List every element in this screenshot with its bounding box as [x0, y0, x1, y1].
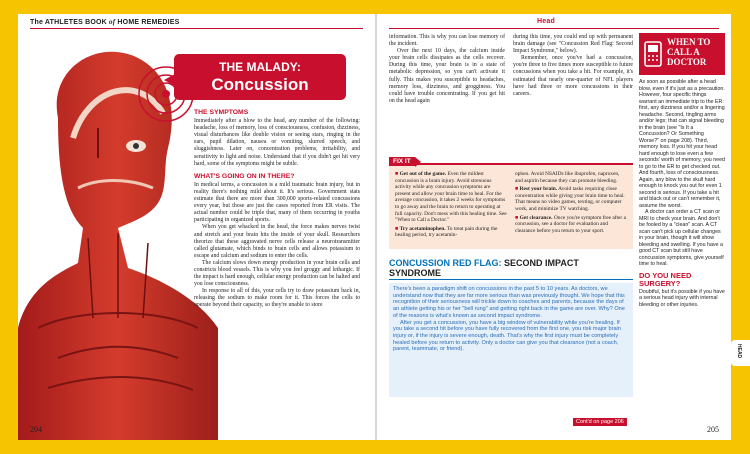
head-rule-right — [389, 28, 719, 29]
whats-going-heading: WHAT'S GOING ON IN THERE? — [194, 172, 295, 180]
fix-item-bold: Rest your brain. — [519, 186, 558, 193]
right-col2-p2: Remember, once you've had a concussion, you're three to five times more susceptible to future concussions when you take a hit. For example, it's estimated that nearly one-quarter of NFL players have had three or more concussions in their careers. — [513, 55, 633, 97]
fix-item-text: To treat pain during the healing period, try acetamin- — [395, 225, 498, 239]
fix-item — [515, 171, 627, 184]
col2-p2: When you get whacked in the head, the force makes nerves twist and stretch and your brain hits the inside of your skull. Researchers theorize that these aggravated nerve cells release a neurotransmitter called glutamate, which binds to brain cells and allows potassium to escape and calcium and sodium to enter the cells. — [194, 224, 360, 259]
page-number-right: 205 — [707, 425, 719, 434]
malady-title — [174, 54, 346, 100]
surgery-text: Doubtful, but it's possible if you have a serious head injury with internal bleeding or other injuries. — [639, 288, 725, 308]
red-flag-heading-dark: SECOND IMPACT SYNDROME — [389, 258, 579, 278]
side-tab-label: HEAD — [736, 344, 742, 359]
wtc-line2: CALL A — [667, 47, 700, 57]
fix-item — [515, 215, 627, 235]
symptoms-text: Immediately after a blow to the head, any number of the following: headache, loss of memory, loss of consciousness, confusion, dizziness, visual disturbances like double vision or seeing stars, ringing in the ears, pupil dilation, nausea or vomiting, slurred speech, and sluggishness. Later on, concentration problems, irritability, and sensitivity to light and noise. Understand that if you didn't get hit very hard, some of the symptoms might be subtle. — [194, 118, 360, 167]
wtc-line3: DOCTOR — [667, 57, 707, 67]
fix-it-col2 — [515, 171, 627, 236]
wtc-line1: WHEN TO — [667, 37, 711, 47]
fix-item-bold: Get out of the game. — [399, 171, 447, 177]
bullet-icon: ■ — [515, 186, 520, 193]
fix-item-text: Once you're symptom free after a concussion, see a doctor for evaluation and clearance before you return to your sport. — [515, 214, 626, 234]
col2-p4: In response to all of this, your cells try to draw potassium back in, releasing the sodium to make room for it. This forces the cells to operate beyond their capacity, so they're unable to store — [194, 288, 360, 309]
bullet-icon: ■ — [515, 214, 520, 221]
when-to-call-header — [639, 33, 725, 75]
side-tab — [731, 340, 750, 366]
bullet-icon: ■ — [395, 171, 400, 177]
fix-item — [395, 171, 507, 224]
fix-item — [515, 186, 627, 212]
red-flag-heading-colored: CONCUSSION RED FLAG: — [389, 258, 505, 268]
rh-of: of — [109, 18, 116, 26]
symptoms-section — [194, 105, 360, 310]
red-flag-box — [389, 283, 633, 397]
fix-it-label: FIX IT — [389, 157, 415, 166]
red-flag-section — [389, 258, 633, 397]
fix-item — [395, 226, 507, 239]
continued-label: Cont'd on page 206 — [573, 418, 627, 426]
sidebar-text — [639, 79, 725, 268]
red-flag-heading — [389, 258, 633, 280]
col2-p1: In medical terms, a concussion is a mild traumatic brain injury, but in reality there's nothing mild about it. It's serious. Government stats estimate that there are more than 300,000 sports-related concussions every year, but those are just the cases reported from ER visits. The actual number could be triple that, many of them occurring in youths participating in organized sports. — [194, 181, 360, 224]
fix-it-box — [389, 158, 633, 249]
col2-p3: The calcium slows down energy production in your brain cells and constricts blood vessels. This is why you feel groggy and lethargic. If the impact is hard enough, cellular energy production can be halted and you lose consciousness. — [194, 259, 360, 288]
right-page — [377, 14, 731, 440]
right-col2 — [513, 34, 633, 98]
sidebar-p2: A doctor can order a CT scan or MRI to check your brain. And don't be fooled by a "clean" scan. A CT scan can't pick up cellular changes in your brain, though it will show bleeding and swelling. If you have a good CT scan but still have concussion symptoms, give yourself time to heal. — [639, 209, 724, 267]
page-number-left: 204 — [30, 425, 42, 434]
fix-item-text: Avoid tasks requiring close concentration while giving your brain time to heal. That means no video games, texting, or computer work, and minimize TV watching. — [515, 186, 625, 212]
phone-icon — [644, 41, 662, 67]
fix-it-col1 — [395, 171, 507, 241]
when-to-call-sidebar — [639, 33, 725, 431]
left-page — [18, 14, 375, 440]
rh-part1: The ATHLETES BOOK — [30, 19, 110, 26]
right-col1 — [389, 34, 505, 105]
fix-item-text: ophen. Avoid NSAIDs like ibuprofen, naproxen, and aspirin because they can promote bleeding. — [515, 171, 620, 184]
title-line1: THE MALADY: — [219, 60, 301, 74]
right-col1-p1: information. This is why you can lose memory of the incident. — [389, 34, 505, 48]
running-head-right: Head — [537, 18, 555, 25]
running-head-left — [30, 18, 180, 26]
red-flag-p2: After you get a concussion, you have a big window of vulnerability while you're healing. If you take a second hit before you have fully recovered from the first one, you risk major brain injury or, if the injury is severe enough, death. That's why the first injury must be completely healed before you return to activity. Only a doctor can give you that clearance (not a coach, parent, teammate, or friend). — [393, 319, 621, 353]
rh-part2: HOME REMEDIES — [115, 19, 180, 26]
fix-item-bold: Try acetaminophen. — [399, 225, 446, 232]
right-col2-p1: during this time, you could end up with permanent brain damage (see "Concussion Red Flag: Second Impact Syndrome," below). — [513, 34, 633, 55]
right-col1-p2: Over the next 10 days, the calcium inside your brain cells dissipates as the cells recover. During this time, your brain is in a state of metabolic depression, so you can't activate it fully. This makes you susceptible to headaches, memory loss, dizziness, and grogginess. You could have trouble concentrating. If you get hit on the head again — [389, 48, 505, 104]
when-to-call-title — [667, 37, 710, 67]
title-line2: Concussion — [211, 75, 309, 94]
surgery-heading: DO YOU NEED SURGERY? — [639, 270, 692, 288]
fix-item-bold: Get clearance. — [519, 214, 553, 221]
red-flag-p1: There's been a paradigm shift on concussions in the past 5 to 10 years. As doctors, we understand now that they are far more serious than was previously thought. We hope that this recognition of their seriousness will trickle down to coaches and parents, because the days of an athlete getting his or her "bell rung" and getting right back in the game are over. Why? One of the reasons is what's known as second impact syndrome. — [393, 286, 625, 319]
fix-item-text: Even the mildest concussion is a brain injury. Avoid strenuous activity while any concussion symptoms are present and allow your brain time to heal. For the average concussion, it takes 2 weeks for symptoms to go away and the brain to return to operating at full capacity. Don't mess with this healing time. See "When to Call a Doctor." — [395, 171, 507, 224]
bullet-icon: ■ — [395, 225, 400, 232]
sidebar-p1: As soon as possible after a head blow, even if it's just as a precaution. However, four specific things warrant an immediate trip to the ER: first, any dizziness and/or a lingering headache. Second, tingling arms and/or legs; that can signal bleeding in the brain (see "Is It a Concussion? Or Something Worse?" on page 208). Third, memory loss. If you hit your head hard enough to lose even a few seconds' worth of memory, you need to go to the ER to get checked out. And fourth, loss of consciousness. Again, any blow to the skull hard enough to knock you out for even 1 second is serious. If you take a hit and black out or can't remember it, assume the worst. — [639, 79, 725, 209]
symptoms-heading: THE SYMPTOMS — [194, 109, 249, 116]
